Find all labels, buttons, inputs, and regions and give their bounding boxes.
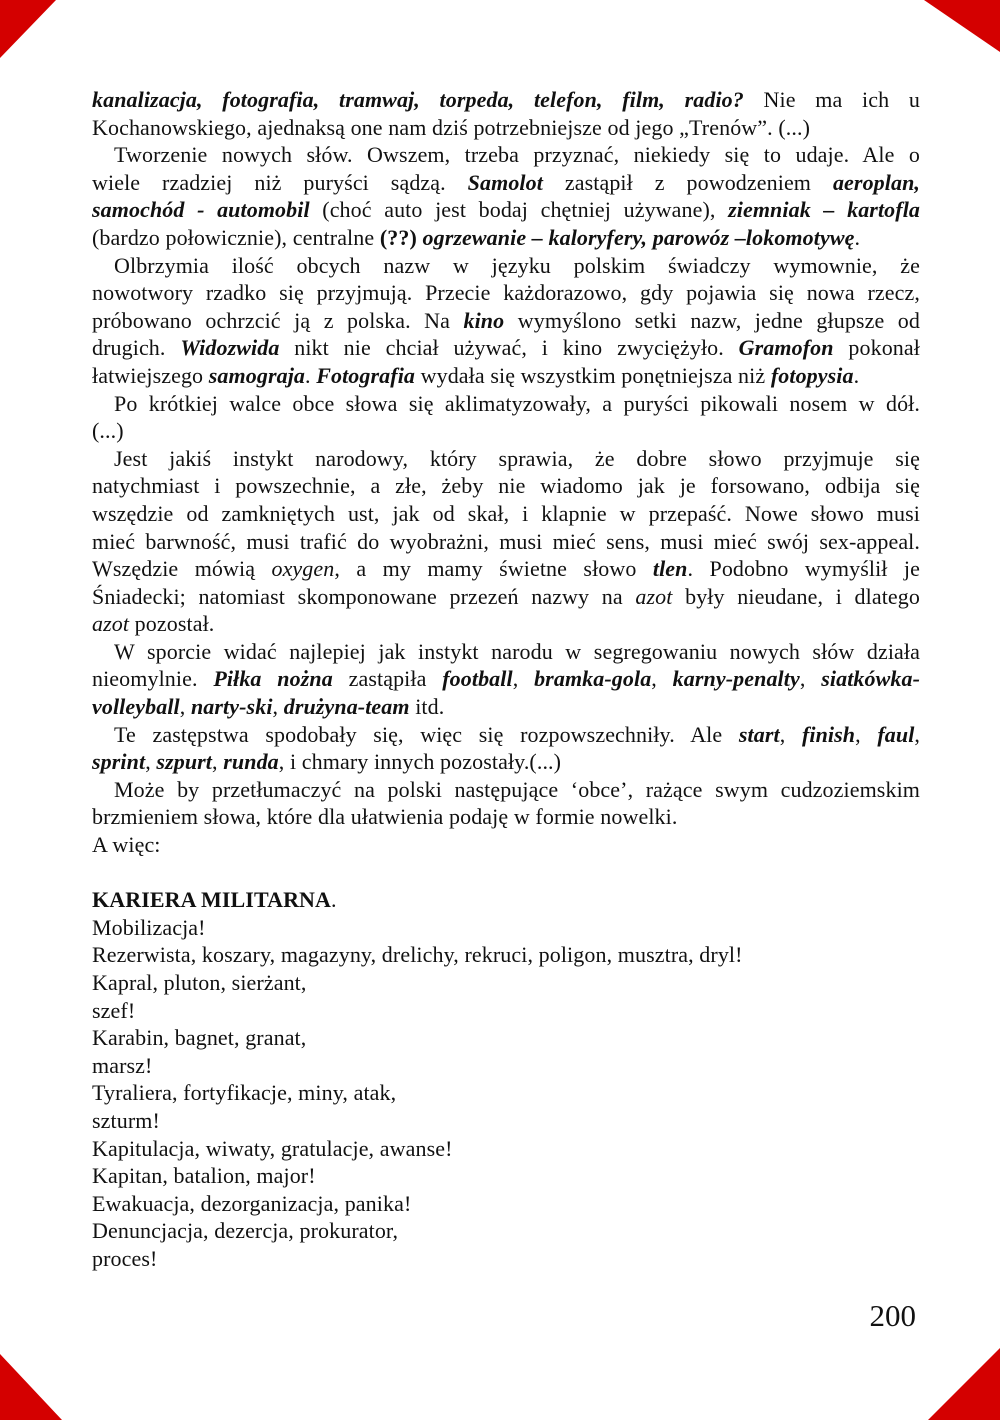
text-line: marsz! xyxy=(92,1052,153,1078)
text-line: Po krótkiej walce obce słowa się aklimatyzowały, a puryści pikowali nosem w dół. xyxy=(114,390,920,416)
text-line: kanalizacja, fotografia, tramwaj, torpeda, telefon, film, radio? Nie ma ich u xyxy=(92,87,920,112)
corner-marker-top-left xyxy=(0,0,56,58)
blank-line xyxy=(92,859,920,887)
text-line: Śniadecki; natomiast skomponowane przezeń nazwy na azot były nieudane, i dlatego xyxy=(92,583,920,609)
text-line: natychmiast i powszechnie, a złe, żeby nie wiadomo jak je forsowano, odbija się xyxy=(92,473,920,499)
text-line: wszędzie od zamkniętych ust, jak od skał, i klapnie w przepaść. Nowe słowo musi xyxy=(92,500,920,526)
text-line: Może by przetłumaczyć na polski następujące ‘obce’, rażące swym cudzoziemskim xyxy=(114,776,920,802)
text-line: Wszędzie mówią oxygen, a my mamy świetne słowo tlen. Podobno wymyślił je xyxy=(92,556,920,582)
text-line: szef! xyxy=(92,997,136,1023)
text-line: volleyball, narty-ski, drużyna-team itd. xyxy=(92,694,445,720)
text-line: Jest jakiś instykt narodowy, który sprawia, że dobre słowo przyjmuje się xyxy=(114,445,920,471)
text-line: Ewakuacja, dezorganizacja, panika! xyxy=(92,1190,412,1216)
page-number: 200 xyxy=(869,1298,916,1333)
corner-marker-bottom-right xyxy=(928,1348,1000,1420)
text-line: Tyraliera, fortyfikacje, miny, atak, xyxy=(92,1080,397,1106)
text-line: Tworzenie nowych słów. Owszem, trzeba przyznać, niekiedy się to udaje. Ale o xyxy=(114,142,920,168)
corner-marker-bottom-left xyxy=(0,1354,62,1420)
text-line: W sporcie widać najlepiej jak instykt narodu w segregowaniu nowych słów działa xyxy=(114,638,920,664)
text-line: Karabin, bagnet, granat, xyxy=(92,1025,307,1051)
text-line: mieć barwność, musi trafić do wyobrażni, musi mieć sens, musi mieć swój sex-appeal. xyxy=(92,528,920,554)
text-line: A więc: xyxy=(92,832,161,858)
text-block xyxy=(92,86,920,1273)
text-line: proces! xyxy=(92,1245,158,1271)
text-line: Kapral, pluton, sierżant, xyxy=(92,970,307,995)
text-line: próbowano ochrzcić ją z polska. Na kino wymyślono setki nazw, jedne głupsze od xyxy=(92,307,920,333)
text-line: Kapitan, batalion, major! xyxy=(92,1163,316,1189)
text-line: nowotwory rzadko się przyjmują. Przecie każdorazowo, gdy pojawia się nowa rzecz, xyxy=(92,280,920,306)
corner-marker-top-right xyxy=(924,0,1000,52)
text-line: łatwiejszego samograja. Fotografia wydała się wszystkim ponętniejsza niż fotopysia. xyxy=(92,362,860,388)
text-line: (...) xyxy=(92,418,124,444)
text-line: drugich. Widozwida nikt nie chciał używać, i kino zwyciężyło. Gramofon pokonał xyxy=(92,335,920,361)
text-line: Te zastępstwa spodobały się, więc się rozpowszechniły. Ale start, finish, faul, xyxy=(114,721,921,747)
text-line: Mobilizacja! xyxy=(92,914,206,940)
text-line: Kapitulacja, wiwaty, gratulacje, awanse! xyxy=(92,1135,453,1161)
text-line: Denuncjacja, dezercja, prokurator, xyxy=(92,1218,399,1244)
text-line: (bardzo połowicznie), centralne (??) ogrzewanie – kaloryfery, parowóz –lokomotywę. xyxy=(92,224,861,250)
text-line: Olbrzymia ilość obcych nazw w języku polskim świadczy wymownie, że xyxy=(114,252,920,278)
text-line: brzmieniem słowa, które dla ułatwienia podaję w formie nowelki. xyxy=(92,804,678,830)
text-line: KARIERA MILITARNA. xyxy=(92,887,337,913)
text-line: Rezerwista, koszary, magazyny, drelichy, rekruci, poligon, musztra, dryl! xyxy=(92,942,743,968)
text-line: samochód - automobil (choć auto jest bodaj chętniej używane), ziemniak – kartofla xyxy=(92,197,921,223)
text-line: nieomylnie. Piłka nożna zastąpiła football, bramka-gola, karny-penalty, siatkówka- xyxy=(92,666,921,692)
text-line: wiele rzadziej niż puryści sądzą. Samolot zastąpił z powodzeniem aeroplan, xyxy=(92,169,921,195)
text-line: azot pozostał. xyxy=(92,611,215,637)
text-line: sprint, szpurt, runda, i chmary innych pozostały.(...) xyxy=(92,749,562,775)
text-line: Kochanowskiego, ajednaksą one nam dziś potrzebniejsze od jego „Trenów”. (...) xyxy=(92,114,811,140)
text-line: szturm! xyxy=(92,1107,160,1133)
